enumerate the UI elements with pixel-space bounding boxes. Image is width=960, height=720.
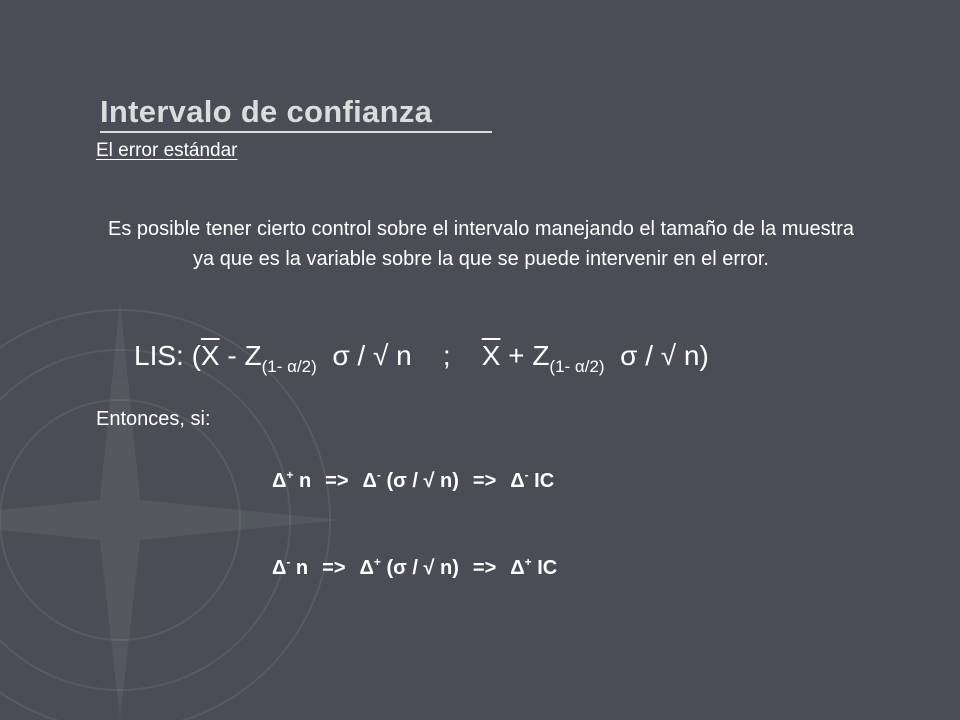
sign: + [286, 468, 294, 482]
minus-z: - Z [219, 340, 262, 371]
sigma-term: σ / √ n [332, 340, 412, 371]
sign: - [286, 555, 291, 569]
delta-icon: Δ [510, 557, 525, 579]
rule-term: n [290, 557, 309, 579]
implies-arrow: => [472, 470, 497, 492]
delta-icon: Δ [362, 470, 377, 492]
entonces-label: Entonces, si: [96, 408, 211, 430]
rule-term: IC [531, 557, 558, 579]
formula-close: ) [699, 340, 709, 371]
rule-line-2 [272, 555, 557, 580]
formula-prefix: LIS: ( [134, 340, 201, 371]
implies-arrow: => [322, 557, 346, 579]
sign: - [524, 468, 529, 482]
title-underline [100, 131, 492, 133]
sign: + [373, 555, 381, 569]
delta-icon: Δ [510, 470, 525, 492]
page-title: Intervalo de confianza [100, 94, 433, 129]
rule-term: IC [528, 470, 555, 492]
sign: - [376, 468, 381, 482]
delta-icon: Δ [272, 557, 287, 579]
rule-line-1 [272, 468, 554, 493]
x-bar-2: $\overline{X}$ [481, 340, 501, 371]
z-subscript-2: (1- α/2) [549, 357, 605, 376]
rule-term: (σ / √ n) [380, 557, 459, 579]
confidence-interval-formula [134, 340, 709, 377]
z-subscript: (1- α/2) [261, 357, 317, 376]
delta-icon: Δ [359, 557, 374, 579]
subtitle: El error estándar [96, 140, 238, 161]
plus-z: + Z [500, 340, 550, 371]
implies-arrow: => [325, 470, 349, 492]
delta-icon: Δ [272, 470, 287, 492]
sign: + [524, 555, 532, 569]
separator: ; [442, 340, 451, 371]
sigma-term-2: σ / √ n [620, 340, 700, 371]
x-bar: $\overline{X}$ [200, 340, 220, 371]
rule-term: (σ / √ n) [380, 470, 459, 492]
implies-arrow: => [472, 557, 497, 579]
rule-term: n [293, 470, 312, 492]
body-paragraph: Es posible tener cierto control sobre el intervalo manejando el tamaño de la muestra ya que es la variable sobre la que se puede intervenir en el error. [108, 218, 854, 270]
